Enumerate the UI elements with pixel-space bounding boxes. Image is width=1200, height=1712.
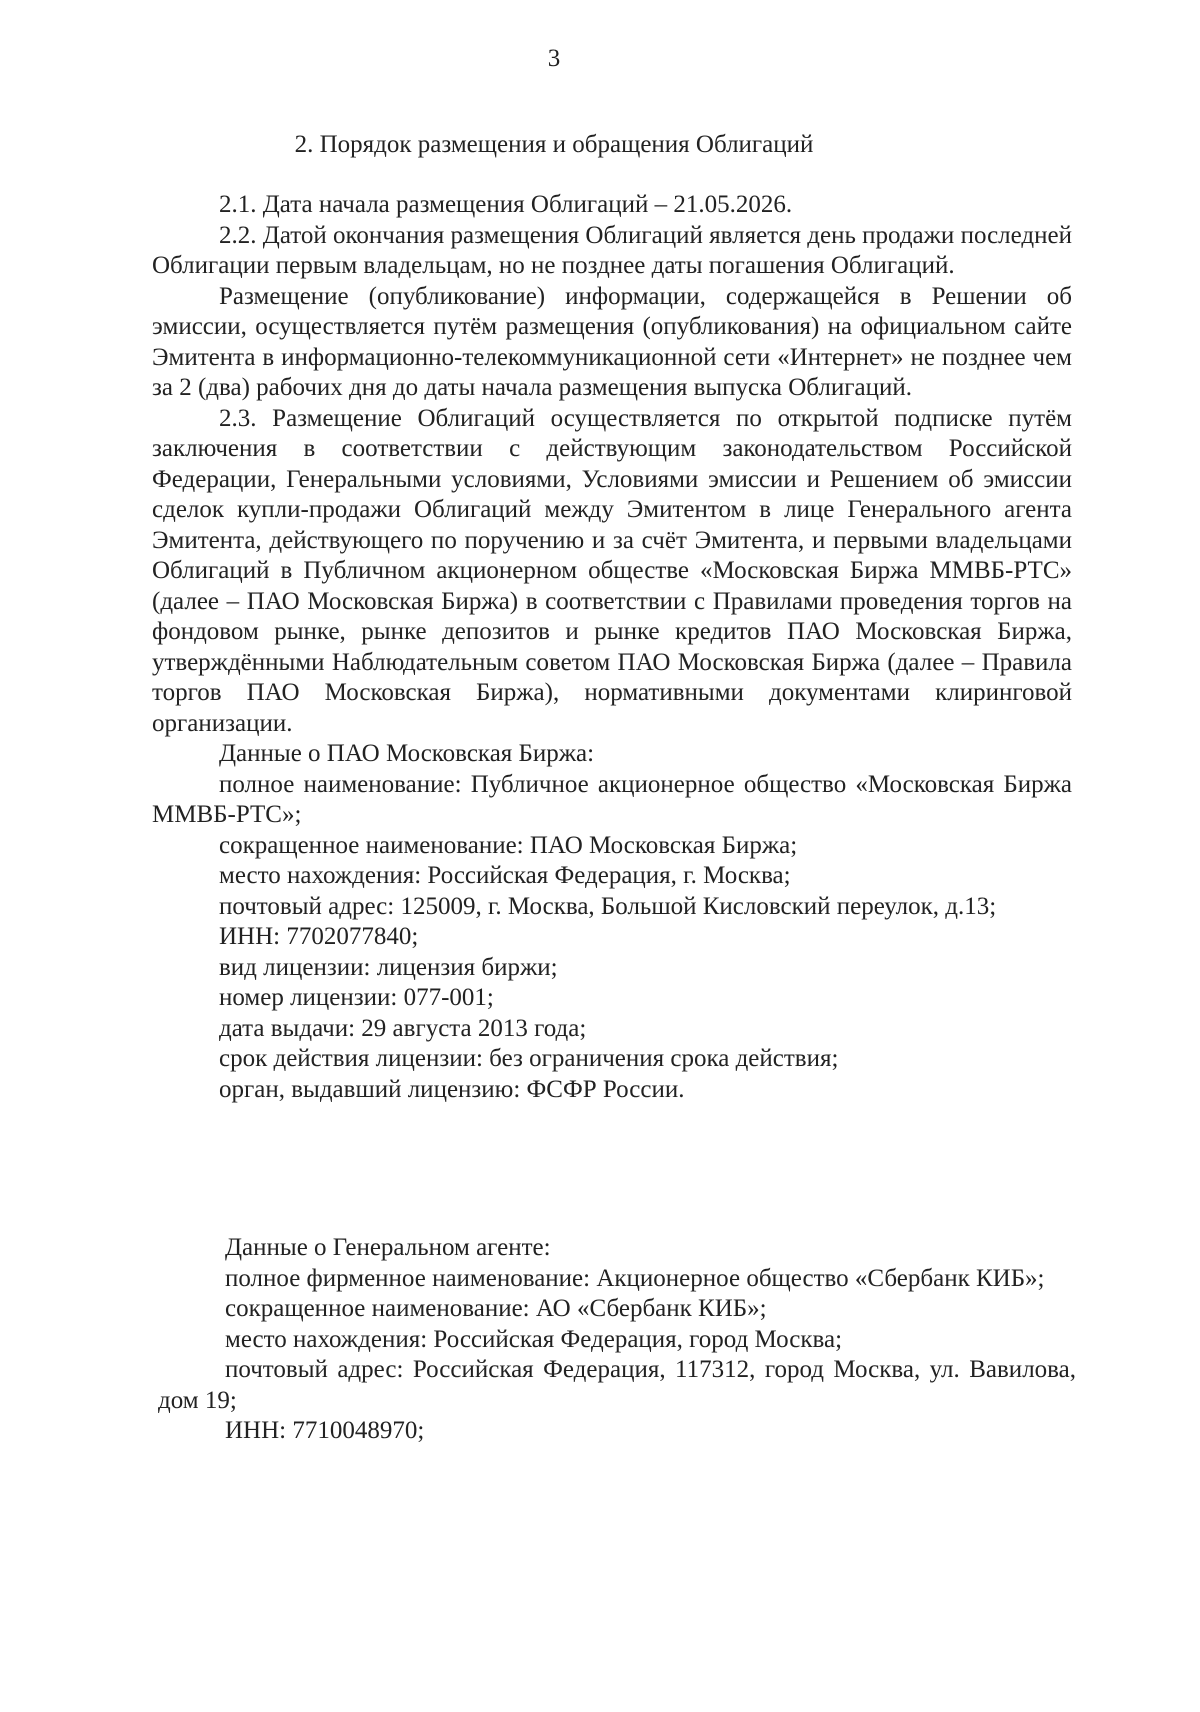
- agent-postal-address: почтовый адрес: Российская Федерация, 117312, город Москва, ул. Вавилова, дом 19;: [158, 1356, 1076, 1414]
- agent-short-name: сокращенное наименование: АО «Сбербанк КИБ»;: [225, 1295, 767, 1322]
- agent-body: [158, 1233, 1076, 1447]
- exchange-issue-date: дата выдачи: 29 августа 2013 года;: [219, 1014, 587, 1042]
- paragraph-2-1: 2.1. Дата начала размещения Облигаций – 21.05.2026.: [219, 191, 793, 218]
- paragraph-disclosure: Размещение (опубликование) информации, содержащейся в Решении об эмиссии, осуществляется путём размещения (опубликования) на официальном сайте Эмитента в информационно-телекоммуникационной сети «Интернет» не позднее чем за 2 (два) рабочих дня до даты начала размещения выпуска Облигаций.: [152, 282, 1072, 401]
- agent-location: место нахождения: Российская Федерация, город Москва;: [225, 1325, 843, 1353]
- section-title: 2. Порядок размещения и обращения Облигаций: [294, 131, 814, 158]
- exchange-license-type: вид лицензии: лицензия биржи;: [219, 953, 558, 981]
- paragraph-2-2: 2.2. Датой окончания размещения Облигаций является день продажи последней Облигации первым владельцам, но не позднее даты погашения Облигаций.: [152, 221, 1072, 279]
- exchange-licensing-authority: орган, выдавший лицензию: ФСФР России.: [219, 1075, 685, 1103]
- paragraph-2-3: 2.3. Размещение Облигаций осуществляется по открытой подписке путём заключения в соответствии с действующим законодательством Российской Федерации, Генеральными условиями, Условиями эмиссии и Решением об эмиссии сделок купли-продажи Облигаций между Эмитентом в лице Генерального агента Эмитента, действующего по поручению и за счёт Эмитента, и первыми владельцами Облигаций в Публичном акционерном обществе «Московская Биржа ММВБ-РТС» (далее – ПАО Московская Биржа) в соответствии с Правилами проведения торгов на фондовом рынке, рынке депозитов и рынке кредитов ПАО Московская Биржа, утверждёнными Наблюдательным советом ПАО Московская Биржа (далее – Правила торгов ПАО Московская Биржа), нормативными документами клиринговой организации.: [152, 404, 1072, 737]
- agent-inn: ИНН: 7710048970;: [225, 1417, 425, 1444]
- exchange-full-name: полное наименование: Публичное акционерное общество «Московская Биржа ММВБ-РТС»;: [152, 770, 1072, 828]
- agent-full-name: полное фирменное наименование: Акционерное общество «Сбербанк КИБ»;: [225, 1264, 1045, 1292]
- page-number: 3: [547, 45, 561, 72]
- section-body: [152, 190, 1072, 1105]
- exchange-license-term: срок действия лицензии: без ограничения срока действия;: [219, 1045, 839, 1072]
- exchange-inn: ИНН: 7702077840;: [219, 923, 419, 950]
- exchange-location: место нахождения: Российская Федерация, г. Москва;: [219, 862, 791, 889]
- exchange-heading: Данные о ПАО Московская Биржа:: [219, 740, 595, 767]
- agent-heading: Данные о Генеральном агенте:: [225, 1234, 551, 1261]
- exchange-license-number: номер лицензии: 077-001;: [219, 984, 494, 1011]
- exchange-short-name: сокращенное наименование: ПАО Московская Биржа;: [219, 831, 798, 859]
- exchange-postal-address: почтовый адрес: 125009, г. Москва, Большой Кисловский переулок, д.13;: [219, 892, 997, 920]
